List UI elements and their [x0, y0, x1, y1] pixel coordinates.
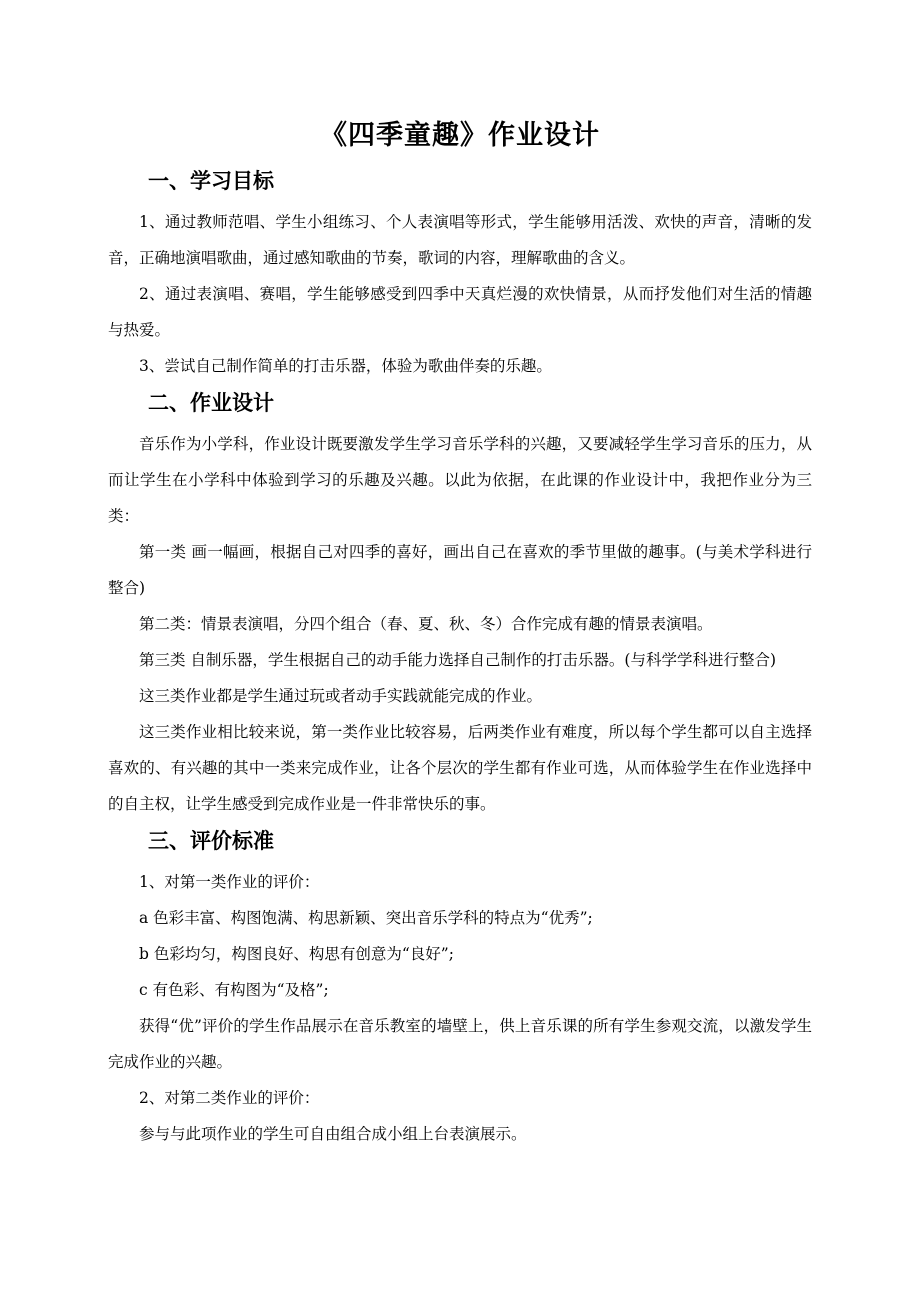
paragraph: 3、尝试自己制作简单的打击乐器，体验为歌曲伴奏的乐趣。 — [139, 357, 552, 375]
paragraph: 参与与此项作业的学生可自由组合成小组上台表演展示。 — [139, 1125, 527, 1143]
paragraph: b 色彩均匀，构图良好、构思有创意为“良好”; — [139, 945, 454, 963]
paragraph: 这三类作业相比较来说，第一类作业比较容易，后两类作业有难度，所以每个学生都可以自主选择喜欢的、有兴趣的其中一类来完成作业，让各个层次的学生都有作业可选，从而体验学生在作业选择中的自主权，让学生感受到完成作业是一件非常快乐的事。 — [108, 723, 812, 813]
paragraph: 1、通过教师范唱、学生小组练习、个人表演唱等形式，学生能够用活泼、欢快的声音，清晰的发音，正确地演唱歌曲，通过感知歌曲的节奏，歌词的内容，理解歌曲的含义。 — [108, 213, 812, 267]
paragraph: 第二类：情景表演唱，分四个组合（春、夏、秋、冬）合作完成有趣的情景表演唱。 — [139, 615, 713, 633]
paragraph: 2、对第二类作业的评价： — [139, 1089, 320, 1107]
paragraph: 音乐作为小学科，作业设计既要激发学生学习音乐学科的兴趣，又要减轻学生学习音乐的压力，从而让学生在小学科中体验到学习的乐趣及兴趣。以此为依据，在此课的作业设计中，我把作业分为三类： — [108, 435, 812, 525]
paragraph: 第三类 自制乐器，学生根据自己的动手能力选择自己制作的打击乐器。(与科学学科进行整合) — [139, 651, 777, 669]
document-title: 《四季童趣》作业设计 — [320, 120, 600, 151]
paragraph: 获得“优”评价的学生作品展示在音乐教室的墙壁上，供上音乐课的所有学生参观交流，以激发学生完成作业的兴趣。 — [108, 1017, 812, 1071]
section-heading-evaluation-criteria: 三、评价标准 — [148, 828, 274, 853]
paragraph: 1、对第一类作业的评价： — [139, 873, 320, 891]
paragraph: 这三类作业都是学生通过玩或者动手实践就能完成的作业。 — [139, 687, 543, 705]
paragraph: c 有色彩、有构图为“及格”; — [139, 981, 329, 999]
section-heading-homework-design: 二、作业设计 — [148, 390, 274, 415]
paragraph: a 色彩丰富、构图饱满、构思新颖、突出音乐学科的特点为“优秀”; — [139, 909, 593, 927]
section-heading-learning-goals: 一、学习目标 — [148, 168, 274, 193]
paragraph: 第一类 画一幅画，根据自己对四季的喜好，画出自己在喜欢的季节里做的趣事。(与美术学科进行整合) — [108, 543, 812, 597]
paragraph: 2、通过表演唱、赛唱，学生能够感受到四季中天真烂漫的欢快情景，从而抒发他们对生活的情趣与热爱。 — [108, 285, 812, 339]
